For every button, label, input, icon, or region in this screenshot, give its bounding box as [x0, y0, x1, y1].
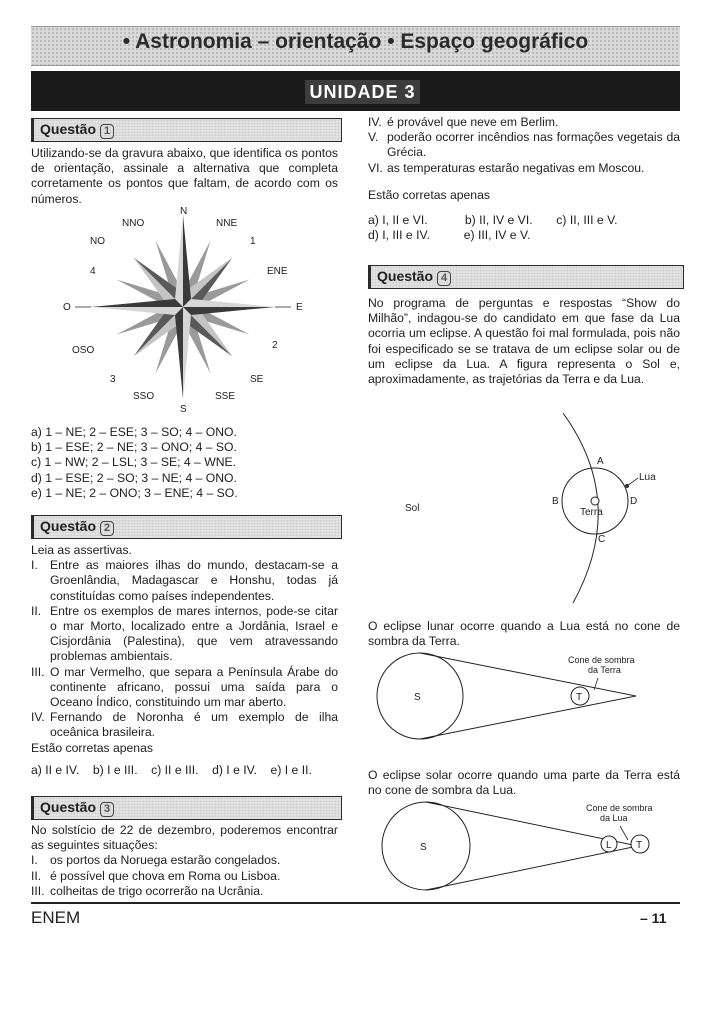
lunar-t: T — [576, 692, 583, 703]
q3-prompt: Estão corretas apenas — [368, 187, 490, 202]
unit-label: UNIDADE 3 — [305, 80, 420, 104]
q3-body-left — [31, 823, 338, 899]
q2-item-1: I. Entre as maiores ilhas do mundo, destacam-se a Groenlândia, Madagascar e Honshu, todas já constituídas como países independentes. — [31, 558, 338, 603]
orbit-terra: Terra — [580, 507, 603, 518]
q3-item-5: V. poderão ocorrer incêndios nas formações vegetais da Grécia. — [368, 130, 680, 160]
q1-option-e[interactable]: e) 1 – NE; 2 – ONO; 3 – ENE; 4 – SO. — [31, 485, 238, 500]
compass-sse: SSE — [215, 391, 236, 402]
q2-header — [31, 515, 342, 539]
compass-ene: ENE — [267, 266, 288, 277]
footer-left: ENEM — [31, 908, 81, 927]
orbit-lua: Lua — [639, 472, 656, 483]
footer-divider — [31, 902, 680, 904]
q2-intro: Leia as assertivas. — [31, 543, 132, 557]
page-number: – 11 — [640, 910, 667, 926]
page-title: • Astronomia – orientação • Espaço geográfico — [122, 30, 589, 53]
q1-text: Utilizando-se da gravura abaixo, que identifica os pontos de orientação, assinale a alternativa que completa corretamente os pontos que faltam, de acordo com os números. — [31, 146, 338, 206]
q3-item-3: III. colheitas de trigo ocorrerão na Ucrânia. — [31, 883, 264, 898]
solar-l: L — [606, 840, 612, 851]
q4-title: Questão 4 — [371, 266, 457, 288]
q1-option-b[interactable]: b) 1 – ESE; 2 – NE; 3 – ONO; 4 – SO. — [31, 440, 237, 455]
compass-n: N — [180, 206, 188, 217]
q2-body — [31, 543, 338, 756]
compass-1: 1 — [250, 236, 256, 247]
solar-eclipse-diagram — [368, 800, 680, 892]
orbit-diagram — [368, 408, 680, 608]
lunar-eclipse-diagram — [368, 652, 680, 740]
q2-title: Questão 2 — [34, 516, 120, 538]
q2-item-4: IV. Fernando de Noronha é um exemplo de ilha oceânica brasileira. — [31, 710, 338, 740]
q3-body-right — [368, 115, 680, 243]
q1-option-d[interactable]: d) 1 – ESE; 2 – SO; 3 – NE; 4 – ONO. — [31, 470, 237, 485]
q3-intro: No solstício de 22 de dezembro, poderemos encontrar as seguintes situações: — [31, 823, 338, 853]
compass-no: NO — [90, 236, 105, 247]
solar-text: O eclipse solar ocorre quando uma parte da Terra está no cone de sombra da Lua. — [368, 768, 680, 798]
compass-nne: NNE — [216, 218, 238, 229]
compass-rose — [60, 204, 310, 416]
compass-sso: SSO — [133, 391, 155, 402]
compass-2: 2 — [272, 340, 278, 351]
compass-s: S — [180, 404, 187, 415]
q1-header — [31, 118, 342, 142]
orbit-sol: Sol — [405, 503, 420, 514]
q1-option-a[interactable]: a) 1 – NE; 2 – ESE; 3 – SO; 4 – ONO. — [31, 425, 237, 439]
q3-item-2: II. é possível que chova em Roma ou Lisboa. — [31, 868, 281, 883]
q3-options-2[interactable]: d) I, III e IV. e) III, IV e V. — [368, 228, 531, 243]
lunar-cone-label: Cone de sombra da Terra — [568, 655, 635, 675]
orbit-d: D — [630, 496, 638, 507]
q3-title: Questão 3 — [34, 797, 120, 819]
q3-item-6: VI. as temperaturas estarão negativas em Moscou. — [368, 160, 645, 175]
q3-item-1: I. os portos da Noruega estarão congelados. — [31, 853, 281, 868]
compass-nno: NNO — [122, 218, 145, 229]
lunar-text: O eclipse lunar ocorre quando a Lua está no cone de sombra da Terra. — [368, 619, 680, 649]
orbit-c: C — [598, 534, 606, 545]
q3-options-1[interactable]: a) I, II e VI. b) II, IV e VI. c) II, III e V. — [368, 213, 618, 228]
solar-t: T — [636, 840, 643, 851]
q3-item-4: IV. é provável que neve em Berlim. — [368, 115, 559, 129]
q1-title: Questão 1 — [34, 119, 120, 141]
q1-options — [31, 425, 338, 501]
orbit-a: A — [597, 456, 604, 467]
compass-4: 4 — [90, 266, 96, 277]
q4-text: No programa de perguntas e respostas “Show do Milhão”, indagou-se do candidato em que fase da Lua ocorria um eclipse. A questão foi mal formulada, pois não foi especificado se se tratava de um eclipse solar ou de um eclipse da Lua. A figura representa o Sol e, aproximadamente, as trajetórias da Terra e da Lua. — [368, 296, 680, 387]
q2-options[interactable]: a) II e IV. b) I e III. c) II e III. d) I e IV. e) I e II. — [31, 763, 312, 777]
q2-prompt: Estão corretas apenas — [31, 740, 153, 755]
q4-header — [368, 265, 684, 289]
compass-3: 3 — [110, 374, 116, 385]
compass-o: O — [63, 302, 71, 313]
q2-item-2: II. Entre os exemplos de mares internos, pode-se citar o mar Morto, localizado entre a Jordânia, Israel e Cisjordânia (Palestina), que vem atravessando problemas ambientais. — [31, 603, 338, 664]
solar-s: S — [420, 842, 427, 853]
compass-se: SE — [250, 374, 264, 385]
compass-e: E — [296, 302, 303, 313]
lunar-s: S — [414, 692, 421, 703]
q3-header — [31, 796, 342, 820]
q1-option-c[interactable]: c) 1 – NW; 2 – LSL; 3 – SE; 4 – WNE. — [31, 455, 237, 470]
q2-item-3: III. O mar Vermelho, que separa a Península Árabe do continente africano, possui uma saída para o Oceano Índico, constituindo um mar aberto. — [31, 664, 338, 710]
compass-oso: OSO — [72, 345, 95, 356]
solar-cone-label: Cone de sombra da Lua — [586, 803, 653, 823]
orbit-b: B — [552, 496, 559, 507]
